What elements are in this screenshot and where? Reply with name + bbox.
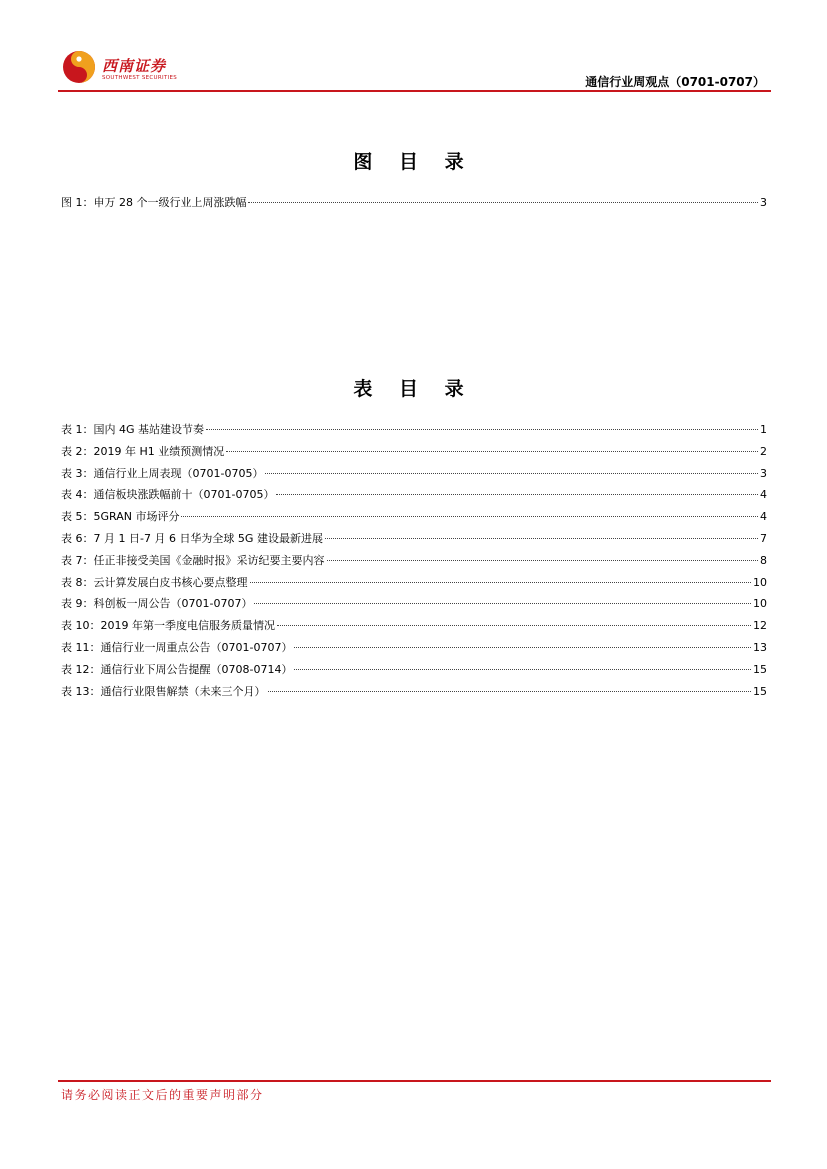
table-entry[interactable] bbox=[61, 661, 767, 683]
table-entry-page-number: 13 bbox=[753, 640, 767, 654]
table-entry-page-number: 3 bbox=[760, 466, 767, 480]
footer-disclaimer: 请务必阅读正文后的重要声明部分 bbox=[61, 1088, 264, 1102]
figure-entry[interactable] bbox=[61, 194, 767, 216]
table-entry[interactable] bbox=[61, 574, 767, 596]
logo-english-name: SOUTHWEST SECURITIES bbox=[102, 75, 178, 81]
table-entry-page-number: 2 bbox=[760, 444, 767, 458]
dot-leader bbox=[277, 625, 751, 626]
company-logo bbox=[62, 50, 192, 86]
table-entry-page-number: 7 bbox=[760, 531, 767, 545]
table-entry-label: 表 5：5GRAN 市场评分 bbox=[61, 510, 180, 524]
table-entry[interactable] bbox=[61, 595, 767, 617]
table-entry-label: 表 8：云计算发展白皮书核心要点整理 bbox=[61, 575, 248, 589]
dot-leader bbox=[325, 538, 758, 539]
table-entry[interactable] bbox=[61, 508, 767, 530]
page-header bbox=[58, 46, 771, 92]
table-entry-label: 表 2：2019 年 H1 业绩预测情况 bbox=[61, 444, 225, 458]
dot-leader bbox=[265, 473, 758, 474]
table-entry[interactable] bbox=[61, 617, 767, 639]
tables-list bbox=[61, 421, 767, 704]
tables-section-title: 表 目 录 bbox=[353, 378, 474, 400]
table-entry-page-number: 10 bbox=[753, 575, 767, 589]
figures-section-title: 图 目 录 bbox=[353, 151, 474, 173]
logo-mark-icon bbox=[62, 50, 96, 84]
table-entry-label: 表 7：任正非接受美国《金融时报》采访纪要主要内容 bbox=[61, 553, 325, 567]
table-entry[interactable] bbox=[61, 639, 767, 661]
table-entry[interactable] bbox=[61, 486, 767, 508]
dot-leader bbox=[294, 647, 751, 648]
table-entry[interactable] bbox=[61, 552, 767, 574]
table-entry[interactable] bbox=[61, 443, 767, 465]
dot-leader bbox=[327, 560, 759, 561]
dot-leader bbox=[206, 429, 758, 430]
table-entry-label: 表 4：通信板块涨跌幅前十（0701-0705） bbox=[61, 488, 275, 502]
table-entry[interactable] bbox=[61, 683, 767, 705]
table-entry-label: 表 3：通信行业上周表现（0701-0705） bbox=[61, 466, 264, 480]
table-entry-label: 表 1：国内 4G 基站建设节奏 bbox=[61, 423, 205, 436]
table-entry-label: 表 10：2019 年第一季度电信服务质量情况 bbox=[61, 619, 275, 633]
dot-leader bbox=[254, 603, 751, 604]
table-entry[interactable] bbox=[61, 421, 767, 443]
dot-leader bbox=[276, 494, 758, 495]
table-entry-page-number: 4 bbox=[760, 510, 767, 524]
dot-leader bbox=[226, 451, 758, 452]
table-entry-page-number: 15 bbox=[753, 662, 767, 676]
figure-entry-label: 图 1：申万 28 个一级行业上周涨跌幅 bbox=[61, 196, 247, 209]
table-entry-label: 表 13：通信行业限售解禁（未来三个月） bbox=[61, 684, 266, 698]
header-divider bbox=[58, 90, 771, 92]
figure-entry-page-number: 3 bbox=[760, 196, 767, 209]
table-entry-page-number: 10 bbox=[753, 597, 767, 611]
table-entry-label: 表 9：科创板一周公告（0701-0707） bbox=[61, 597, 253, 611]
table-entry-label: 表 11：通信行业一周重点公告（0701-0707） bbox=[61, 640, 293, 654]
dot-leader bbox=[250, 582, 752, 583]
dot-leader bbox=[268, 691, 752, 692]
logo-chinese-name: 西南证券 bbox=[102, 57, 167, 75]
footer-divider bbox=[58, 1080, 771, 1082]
dot-leader bbox=[181, 516, 758, 517]
dot-leader bbox=[248, 202, 758, 203]
table-entry-page-number: 8 bbox=[760, 553, 767, 567]
table-entry-label: 表 12：通信行业下周公告提醒（0708-0714） bbox=[61, 662, 293, 676]
table-entry[interactable] bbox=[61, 530, 767, 552]
table-entry-page-number: 4 bbox=[760, 488, 767, 502]
figures-list bbox=[61, 194, 767, 216]
table-entry-page-number: 15 bbox=[753, 684, 767, 698]
table-entry-page-number: 1 bbox=[760, 423, 767, 436]
report-title: 通信行业周观点（0701-0707） bbox=[585, 75, 765, 89]
table-entry-label: 表 6：7 月 1 日-7 月 6 日华为全球 5G 建设最新进展 bbox=[61, 531, 323, 545]
table-entry-page-number: 12 bbox=[753, 619, 767, 633]
table-entry[interactable] bbox=[61, 465, 767, 487]
dot-leader bbox=[294, 669, 751, 670]
